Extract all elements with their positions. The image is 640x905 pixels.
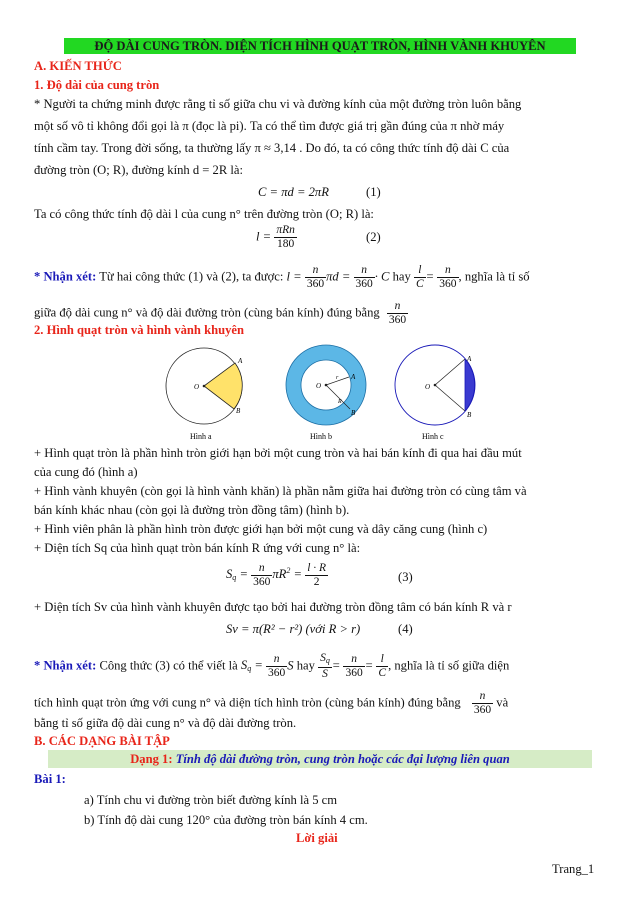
- remark-1-line-2: giữa độ dài cung n° và độ dài đường tròn (cùng bán kính) đúng bằng $\frac{n}{360}$: [34, 300, 407, 326]
- remark-2-text-c: , nghĩa là tỉ số giữa diện: [388, 658, 510, 673]
- fig-a-caption: Hình a: [190, 432, 212, 441]
- subsection-2-heading: 2. Hình quạt tròn và hình vành khuyên: [34, 323, 244, 337]
- page-number: Trang_1: [552, 862, 595, 876]
- exercise-1-part-b: b) Tính độ dài cung 120° của đường tròn bán kính 4 cm.: [84, 813, 368, 827]
- formula-2-denominator: 180: [276, 238, 295, 250]
- fig-c-label-o: O: [425, 383, 431, 391]
- fig-c-label-b: B: [467, 411, 472, 419]
- remark-2-label: * Nhận xét:: [34, 658, 97, 673]
- bullet-5: + Diện tích Sv của hình vành khuyên được tạo bởi hai đường tròn đồng tâm có bán kính R và r: [34, 600, 512, 614]
- remark-2-text-a: Công thức (3) có thể viết là: [99, 658, 238, 673]
- bullet-2-line-1: + Hình vành khuyên (còn gọi là hình vành khăn) là phần nằm giữa hai đường tròn có cùng tâm và: [34, 484, 527, 498]
- fig-a-label-b: B: [236, 407, 241, 415]
- formula-1: C = πd = 2πR: [258, 185, 329, 199]
- formula-2-fraction: [274, 224, 297, 251]
- fig-b-label-r-big: R: [338, 399, 342, 405]
- paragraph-1-line-1: * Người ta chứng minh được rằng tỉ số giữa chu vi và đường kính của một đường tròn luôn bằng: [34, 97, 522, 111]
- fig-b-label-r-small: r: [336, 375, 339, 381]
- fig-b-caption: Hình b: [310, 432, 332, 441]
- remark-1: * Nhận xét: Từ hai công thức (1) và (2), ta được: l = $\frac{n}{360}$ πd = $\frac{n}{360}$ · C hay $\frac{l}{C}$ = $\frac{n}{360}$ , nghĩa là tỉ số: [34, 264, 530, 290]
- bullet-4: + Diện tích Sq của hình quạt tròn bán kính R ứng với cung n° là:: [34, 541, 361, 555]
- remark-2-line-3: bằng tỉ số giữa độ dài cung n° và độ dài đường tròn.: [34, 716, 297, 730]
- paragraph-1-line-3: tính cầm tay. Trong đời sống, ta thường lấy π ≈ 3,14 . Do đó, ta có công thức tính độ dài C của: [34, 141, 510, 155]
- exercise-1-heading: Bài 1:: [34, 772, 66, 786]
- remark-2-text-b: hay: [296, 658, 315, 673]
- paragraph-1-line-4: đường tròn (O; R), đường kính d = 2R là:: [34, 163, 243, 177]
- formula-2-numerator: πRn: [276, 224, 295, 236]
- section-b-heading: B. CÁC DẠNG BÀI TẬP: [34, 734, 170, 748]
- page-title: ĐỘ DÀI CUNG TRÒN. DIỆN TÍCH HÌNH QUẠT TRÒN, HÌNH VÀNH KHUYÊN: [64, 38, 576, 54]
- paragraph-2: Ta có công thức tính độ dài l của cung n° trên đường tròn (O; R) là:: [34, 207, 374, 221]
- formula-4-number: (4): [398, 622, 413, 636]
- exercise-1-part-a: a) Tính chu vi đường tròn biết đường kính là 5 cm: [84, 793, 338, 807]
- formula-2-lhs: l =: [256, 229, 272, 244]
- remark-2-line-2-end: và: [496, 695, 509, 710]
- fig-a-label-o: O: [194, 383, 200, 391]
- formula-4: Sv = π(R² − r²) (với R > r): [226, 622, 361, 636]
- fig-c-caption: Hình c: [422, 432, 444, 441]
- subsection-1-heading: 1. Độ dài của cung tròn: [34, 78, 160, 92]
- fig-b-label-o: O: [316, 382, 322, 390]
- bullet-1-line-1: + Hình quạt tròn là phần hình tròn giới hạn bởi một cung tròn và hai bán kính đi qua hai đầu mút: [34, 446, 522, 460]
- formula-3-number: (3): [398, 570, 413, 584]
- remark-1-text-b: hay: [392, 269, 411, 284]
- dang-1-banner: [48, 750, 592, 768]
- formula-1-number: (1): [366, 185, 381, 199]
- dang-1-text: Tính độ dài đường tròn, cung tròn hoặc các đại lượng liên quan: [175, 752, 510, 766]
- solution-heading: Lời giải: [296, 831, 338, 845]
- figures-illustration: [160, 343, 490, 443]
- section-a-heading: A. KIẾN THỨC: [34, 59, 122, 73]
- remark-1-line-2-text: giữa độ dài cung n° và độ dài đường tròn (cùng bán kính) đúng bằng: [34, 305, 380, 320]
- remark-1-text-a: Từ hai công thức (1) và (2), ta được:: [99, 269, 284, 284]
- formula-2-number: (2): [366, 230, 381, 244]
- formula-2: [256, 224, 297, 251]
- dang-1-label: Dạng 1:: [130, 752, 173, 766]
- remark-2-line-2: tích hình quạt tròn ứng với cung n° và diện tích hình tròn (cùng bán kính) đúng bằng $\frac{n}{360}$ và: [34, 690, 509, 716]
- paragraph-1-line-2: một số vô tỉ không đổi gọi là π (đọc là pi). Ta có thể tìm được giá trị gần đúng của π nhờ máy: [34, 119, 505, 133]
- remark-1-label: * Nhận xét:: [34, 269, 97, 284]
- bullet-1-line-2: của cung đó (hình a): [34, 465, 138, 479]
- fig-a-label-a: A: [238, 357, 243, 365]
- fig-c-label-a: A: [467, 355, 472, 363]
- fig-b-label-a: A: [351, 373, 356, 381]
- bullet-3: + Hình viên phân là phần hình tròn được giới hạn bởi một cung và dây căng cung (hình c): [34, 522, 488, 536]
- bullet-2-line-2: bán kính khác nhau (còn gọi là đường tròn đồng tâm) (hình b).: [34, 503, 350, 517]
- formula-3: $S_q$ = $\frac{n}{360}$ $\pi R^2$ = $\frac{l \cdot R}{2}$: [226, 562, 327, 588]
- remark-2: * Nhận xét: Công thức (3) có thể viết là $S_q$ = $\frac{n}{360}$ S hay $\frac{S_q}{S}$ = $\frac{n}{360}$ = $\frac{l}{C}$ , nghĩa là tỉ số giữa diện: [34, 652, 510, 680]
- remark-2-line-2-text: tích hình quạt tròn ứng với cung n° và diện tích hình tròn (cùng bán kính) đúng bằng: [34, 695, 461, 710]
- fig-b-label-b: B: [351, 409, 356, 417]
- remark-1-text-c: , nghĩa là tỉ số: [458, 269, 530, 284]
